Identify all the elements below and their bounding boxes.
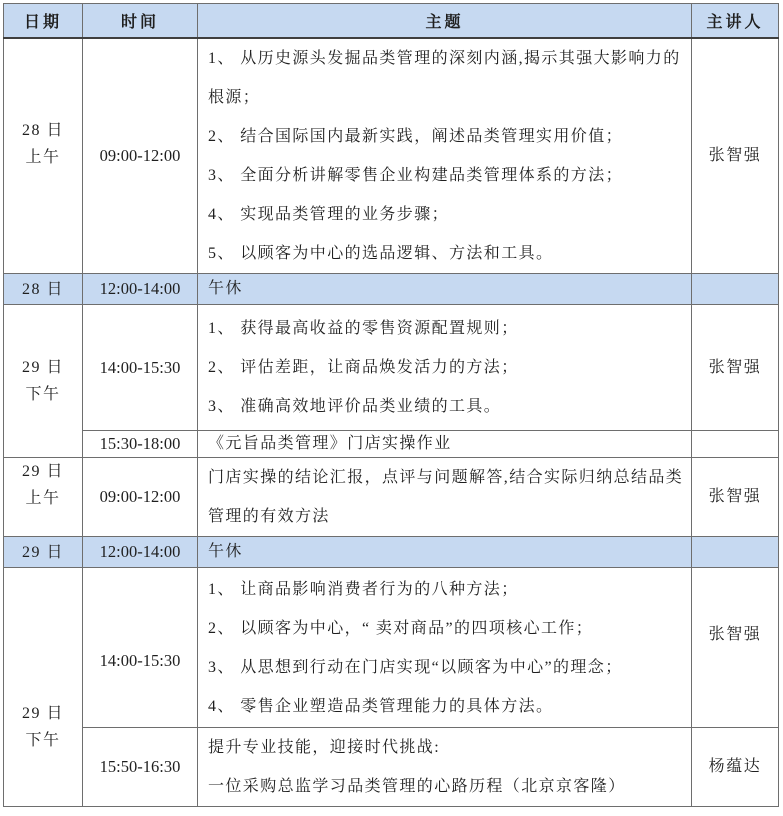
topic-line: 2、 以顾客为中心，“ 卖对商品”的四项核心工作； <box>208 619 594 637</box>
topic-cell <box>198 274 692 305</box>
date-period-label: 上午 <box>25 148 61 166</box>
speaker-cell <box>692 274 779 305</box>
header-topic: 主题 <box>198 4 692 38</box>
date-day-label: 29 日 <box>21 359 64 376</box>
schedule-table <box>3 3 779 807</box>
break-row <box>4 274 779 305</box>
topic-cell <box>198 305 692 431</box>
topic-line: 2、 评估差距，让商品焕发活力的方法； <box>208 359 519 376</box>
time-cell: 09:00-12:00 <box>83 38 198 274</box>
table-row <box>4 431 779 458</box>
header-row <box>4 4 779 38</box>
table-row <box>4 568 779 728</box>
date-day-label: 29 日 <box>21 543 64 561</box>
topic-line: 2、 结合国际国内最新实践，阐述品类管理实用价值； <box>208 127 624 145</box>
date-cell <box>4 458 83 537</box>
topic-cell <box>198 458 692 537</box>
topic-line: 《元旨品类管理》门店实操作业 <box>208 435 452 452</box>
topic-line: 门店实操的结论汇报，点评与问题解答,结合实际归纳总结品类 <box>208 469 684 486</box>
topic-line: 3、 从思想到行动在门店实现“以顾客为中心”的理念； <box>208 658 623 676</box>
time-cell: 12:00-14:00 <box>83 274 198 305</box>
topic-cell <box>198 728 692 807</box>
header-speaker: 主讲人 <box>692 4 779 38</box>
date-cell <box>4 537 83 568</box>
topic-line: 1、 从历史源头发掘品类管理的深刻内涵,揭示其强大影响力的 <box>208 49 681 67</box>
topic-line: 根源； <box>208 88 261 106</box>
table-row <box>4 458 779 537</box>
speaker-cell <box>692 537 779 568</box>
time-cell: 15:30-18:00 <box>83 431 198 458</box>
topic-line: 午休 <box>208 280 243 297</box>
topic-line: 3、 全面分析讲解零售企业构建品类管理体系的方法； <box>208 166 624 184</box>
table-row <box>4 305 779 431</box>
topic-line: 1、 获得最高收益的零售资源配置规则； <box>208 320 519 337</box>
table-row <box>4 38 779 274</box>
speaker-cell: 张智强 <box>692 458 779 537</box>
date-cell <box>4 305 83 458</box>
topic-cell <box>198 431 692 458</box>
time-cell: 14:00-15:30 <box>83 568 198 728</box>
date-day-label: 29 日 <box>21 705 64 722</box>
topic-line: 一位采购总监学习品类管理的心路历程（北京京客隆） <box>208 778 626 795</box>
topic-cell <box>198 568 692 728</box>
date-day-label: 28 日 <box>21 121 64 139</box>
speaker-cell: 张智强 <box>692 568 779 728</box>
speaker-cell <box>692 431 779 458</box>
topic-cell <box>198 537 692 568</box>
time-cell: 14:00-15:30 <box>83 305 198 431</box>
speaker-cell: 张智强 <box>692 38 779 274</box>
date-period-label: 上午 <box>25 490 61 507</box>
topic-line: 提升专业技能，迎接时代挑战: <box>208 739 441 756</box>
date-period-label: 下午 <box>25 386 61 403</box>
speaker-cell: 杨蕴达 <box>692 728 779 807</box>
time-cell: 09:00-12:00 <box>83 458 198 537</box>
date-cell <box>4 568 83 807</box>
topic-line: 5、 以顾客为中心的选品逻辑、方法和工具。 <box>208 244 554 262</box>
topic-line: 管理的有效方法 <box>208 508 330 525</box>
table-row <box>4 728 779 807</box>
topic-cell <box>198 38 692 274</box>
date-period-label: 下午 <box>25 732 61 749</box>
topic-line: 4、 实现品类管理的业务步骤； <box>208 205 450 223</box>
time-cell: 15:50-16:30 <box>83 728 198 807</box>
date-cell <box>4 274 83 305</box>
topic-line: 4、 零售企业塑造品类管理能力的具体方法。 <box>208 697 554 715</box>
time-cell: 12:00-14:00 <box>83 537 198 568</box>
topic-line: 午休 <box>208 543 243 560</box>
header-time: 时间 <box>83 4 198 38</box>
date-day-label: 29 日 <box>21 463 64 480</box>
topic-line: 3、 准确高效地评价品类业绩的工具。 <box>208 398 502 415</box>
date-day-label: 28 日 <box>21 280 64 298</box>
date-cell <box>4 38 83 274</box>
speaker-cell: 张智强 <box>692 305 779 431</box>
break-row <box>4 537 779 568</box>
header-date: 日期 <box>4 4 83 38</box>
topic-line: 1、 让商品影响消费者行为的八种方法； <box>208 580 519 598</box>
